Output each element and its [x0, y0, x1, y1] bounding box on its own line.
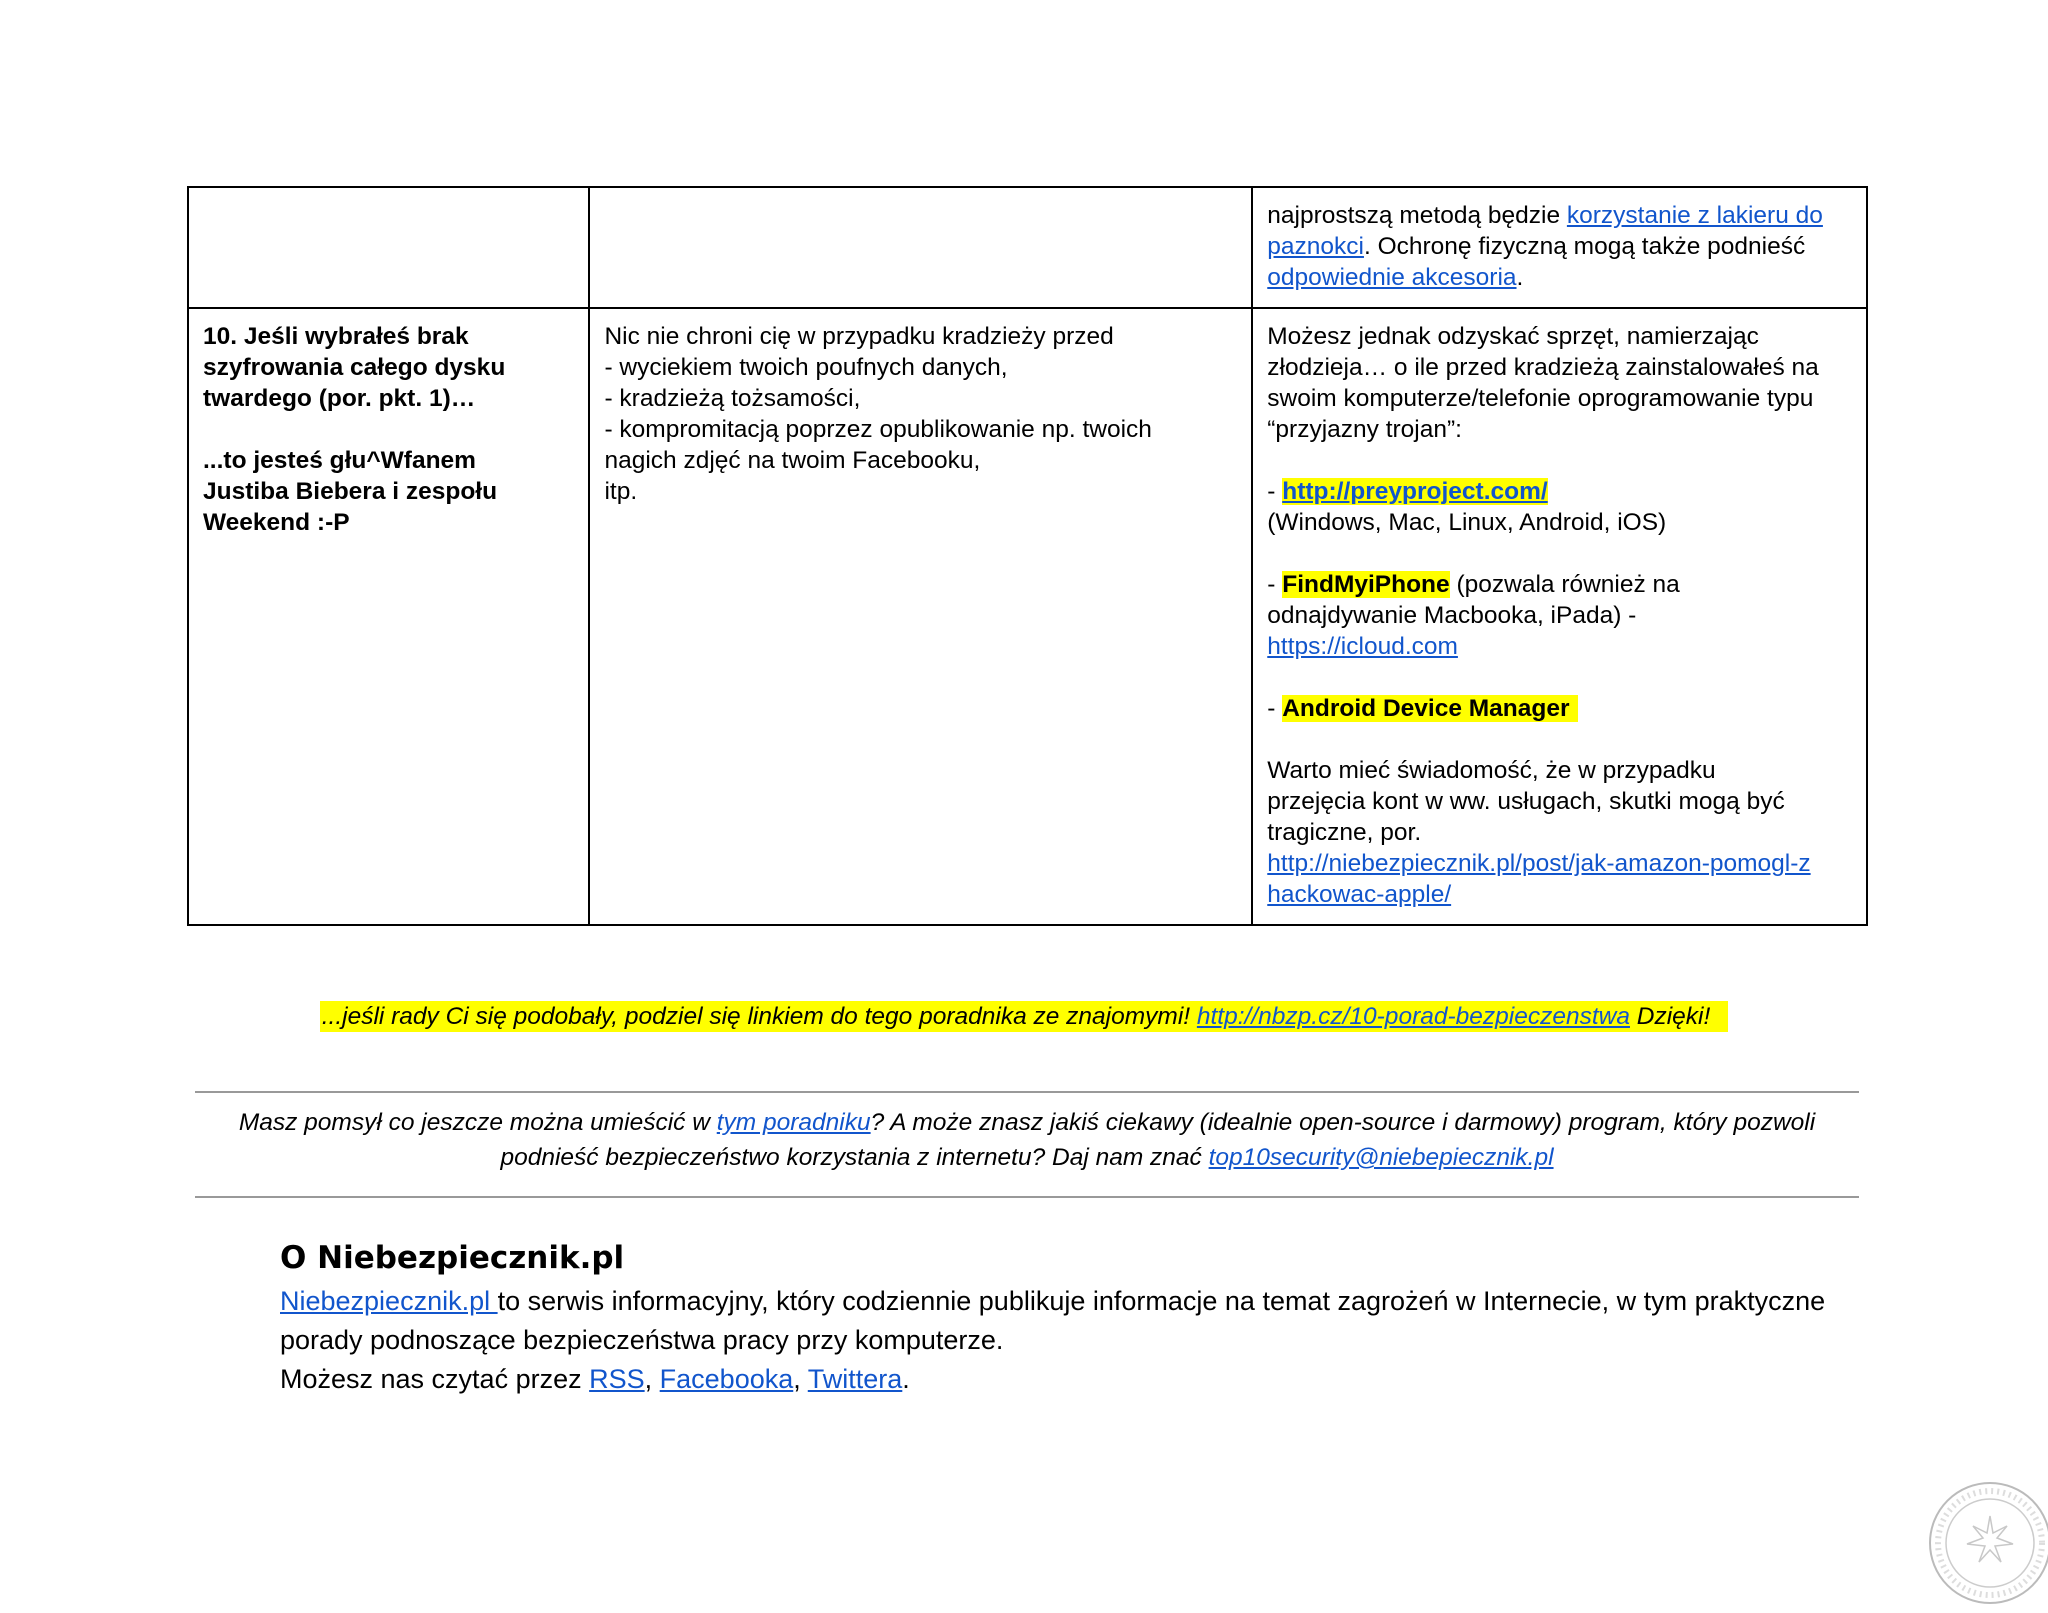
table-row — [188, 308, 1867, 925]
cell-risks — [589, 308, 1252, 925]
about-text: to serwis informacyjny, który codziennie publikuje informacje na temat zagrożeń w Internecie, w tym praktyczne porady podnoszące bezpieczeństwa pracy przy komputerze. — [280, 1286, 1826, 1355]
niebezpiecznik-link[interactable]: Niebezpiecznik.pl — [280, 1286, 498, 1316]
intro-line: Możesz jednak odzyskać sprzęt, namierzając — [1267, 323, 1759, 350]
period: . — [902, 1364, 910, 1394]
findmyiphone-name: FindMyiPhone — [1282, 571, 1450, 598]
share-thanks: Dzięki! — [1629, 1003, 1711, 1030]
risk-line: - kradzieżą tożsamości, — [604, 385, 861, 412]
findmy-desc: (pozwala również na — [1449, 571, 1680, 598]
twitter-link[interactable]: Twittera — [807, 1364, 903, 1394]
tip-joke-line: ...to jesteś głu^Wfanem — [203, 447, 476, 474]
dash: - — [1267, 571, 1283, 598]
tip-title-line: szyfrowania całego dysku — [203, 354, 506, 381]
divider — [195, 1091, 1859, 1093]
text: najprostszą metodą będzie — [1267, 202, 1567, 229]
dash: - — [1267, 695, 1283, 722]
risk-line: - kompromitacją poprzez opublikowanie np. twoich — [604, 416, 1152, 443]
accessories-link[interactable]: odpowiednie akcesoria — [1267, 264, 1517, 291]
intro-line: swoim komputerze/telefonie oprogramowanie typu — [1267, 385, 1814, 412]
contact-email-link[interactable]: top10security@niebepiecznik.pl — [1208, 1144, 1554, 1171]
suggestion-text: Masz pomsył co jeszcze można umieścić w — [238, 1109, 717, 1136]
cell-protection-note — [1252, 187, 1867, 308]
divider — [195, 1196, 1859, 1198]
facebook-link[interactable]: Facebooka — [659, 1364, 794, 1394]
tips-table — [187, 186, 1868, 926]
cell-empty-2 — [589, 187, 1252, 308]
separator: , — [644, 1364, 660, 1394]
warning-line: tragiczne, por. — [1267, 819, 1422, 846]
separator: , — [793, 1364, 808, 1394]
cell-tip-title — [188, 308, 589, 925]
dash: - — [1267, 478, 1283, 505]
about-section — [280, 1234, 1880, 1399]
guide-link[interactable]: tym poradniku — [716, 1109, 871, 1136]
risk-line: nagich zdjęć na twoim Facebooku, — [604, 447, 981, 474]
cell-solutions — [1252, 308, 1867, 925]
android-device-manager-name: Android Device Manager — [1282, 695, 1577, 722]
icloud-link[interactable]: https://icloud.com — [1267, 633, 1458, 660]
share-link[interactable]: http://nbzp.cz/10-porad-bezpieczenstwa — [1196, 1003, 1630, 1030]
seal-stamp-icon — [1925, 1478, 2048, 1608]
risk-line: - wyciekiem twoich poufnych danych, — [604, 354, 1008, 381]
tip-title-line: 10. Jeśli wybrałeś brak — [203, 323, 469, 350]
suggestion-text: ? A może znasz jakiś ciekawy (idealnie open-source i darmowy) program, który pozwoli podnieść bezpieczeństwo korzystania z internetu? Daj nam znać — [500, 1109, 1816, 1171]
prey-platforms: (Windows, Mac, Linux, Android, iOS) — [1267, 509, 1667, 536]
risk-line: Nic nie chroni cię w przypadku kradzieży przed — [604, 323, 1114, 350]
tip-title-line: twardego (por. pkt. 1)… — [203, 385, 476, 412]
tip-joke-line: Weekend :-P — [203, 509, 350, 536]
risk-line: itp. — [604, 478, 638, 505]
article-link-continued[interactable]: hackowac-apple/ — [1267, 881, 1452, 908]
about-follow — [280, 1360, 1880, 1399]
share-text: ...jeśli rady Ci się podobały, podziel się linkiem do tego poradnika ze znajomymi! — [321, 1003, 1197, 1030]
article-link[interactable]: http://niebezpiecznik.pl/post/jak-amazon-pomogl-z — [1267, 850, 1811, 877]
warning-line: przejęcia kont w ww. usługach, skutki mogą być — [1267, 788, 1785, 815]
text: . — [1516, 264, 1524, 291]
warning-line: Warto mieć świadomość, że w przypadku — [1267, 757, 1716, 784]
prey-link[interactable]: http://preyproject.com/ — [1282, 478, 1548, 505]
suggestion-note — [195, 1105, 1859, 1175]
about-heading: O Niebezpiecznik.pl — [280, 1240, 625, 1276]
findmy-desc: odnajdywanie Macbooka, iPada) - — [1267, 602, 1637, 629]
text: . Ochronę fizyczną mogą także podnieść — [1363, 233, 1806, 260]
share-banner — [0, 1000, 2048, 1034]
rss-link[interactable]: RSS — [589, 1364, 645, 1394]
nail-polish-link[interactable]: korzystanie z lakieru do paznokci — [1267, 202, 1823, 260]
about-description — [280, 1282, 1880, 1360]
intro-line: złodzieja… o ile przed kradzieżą zainstalowałeś na — [1267, 354, 1819, 381]
follow-text: Możesz nas czytać przez — [280, 1364, 590, 1394]
tip-joke-line: Justiba Biebera i zespołu — [203, 478, 498, 505]
cell-empty-1 — [188, 187, 589, 308]
intro-line: “przyjazny trojan”: — [1267, 416, 1462, 443]
table-row — [188, 187, 1867, 308]
